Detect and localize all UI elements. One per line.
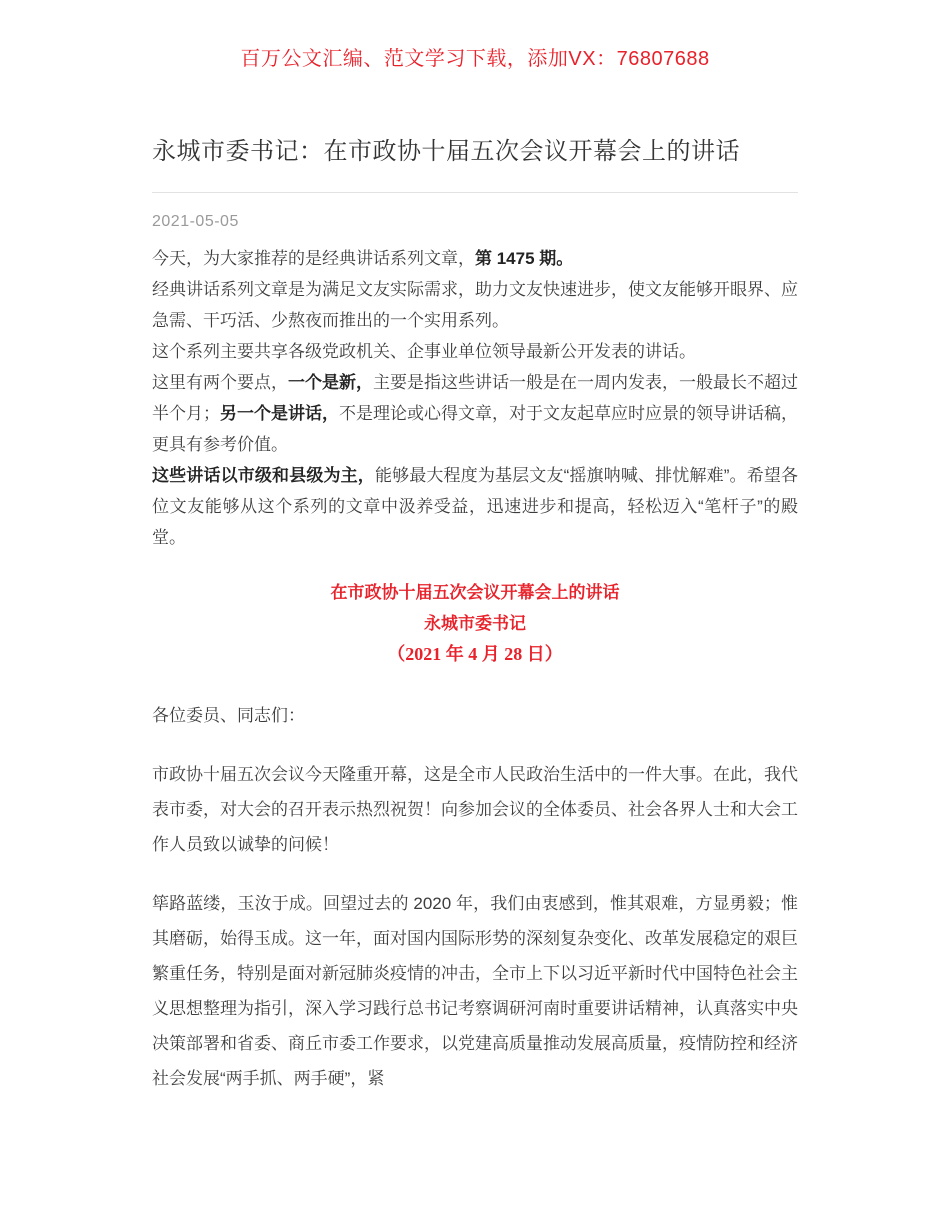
- speech-speaker: 永城市委书记: [424, 614, 526, 633]
- intro-paragraph-5: [152, 460, 798, 553]
- intro-paragraph-2: [152, 274, 798, 336]
- intro-paragraph-4: [152, 367, 798, 460]
- intro-text-1b: 经典讲话: [322, 249, 390, 268]
- intro-paragraph-3: 这个系列主要共享各级党政机关、企事业单位领导最新公开发表的讲话。: [152, 342, 696, 361]
- speech-title: 在市政协十届五次会议开幕会上的讲话: [330, 583, 620, 602]
- publish-date: 2021-05-05: [152, 213, 239, 230]
- intro-paragraph-1: [152, 243, 798, 274]
- intro-text-1c: 系列文章，: [390, 249, 475, 268]
- spacer-before-body: [152, 670, 798, 698]
- intro-point-one: 一个是新，: [288, 373, 373, 392]
- intro-point-two: 另一个是讲话，: [220, 404, 339, 423]
- body-paragraph-2: 筚路蓝缕，玉汝于成。回望过去的 2020 年，我们由衷感到，惟其艰难，方显勇毅；惟其磨砺，始得玉成。这一年，面对国内国际形势的深刻复杂变化、改革发展稳定的艰巨繁重任务，特别是面对新冠肺炎疫情的冲击，全市上下以习近平新时代中国特色社会主义思想整理为指引，深入学习践行总书记考察调研河南时重要讲话精神，认真落实中央决策部署和省委、商丘市委工作要求，以党建高质量推动发展高质量，疫情防控和经济社会发展“两手抓、两手硬”，紧: [152, 894, 798, 1088]
- intro-text-1a: 今天，为大家推荐的是: [152, 249, 322, 268]
- speech-date: （2021 年 4 月 28 日）: [387, 644, 563, 664]
- intro-highlight-5a: 这些讲话以市级和县级为主，: [152, 466, 375, 485]
- intro-text-4a: 这里有两个要点，: [152, 373, 288, 392]
- body-paragraph-salutation: 各位委员、同志们：: [152, 706, 305, 725]
- intro-text-2b: 系列文章是为满足文友实际需求，助力文友快速进步，使文友能够开眼界、应急需、干巧活、少熬夜而推出的一个实用系列。: [152, 280, 798, 330]
- intro-issue-number: 第 1475 期。: [475, 249, 574, 268]
- title-divider: [152, 192, 798, 193]
- intro-text-4c: 主要是指这些讲话一般是在一周内发表，一般最长不超过半个月；: [152, 373, 798, 423]
- spacer-before-speech-header: [152, 553, 798, 577]
- intro-text-4e: 不是理论或心得文章，对于文友起草应时应景的领导讲话稿，更具有参考价值。: [152, 404, 798, 454]
- intro-text-2a: 经典讲话: [152, 280, 220, 299]
- promo-banner: 百万公文汇编、范文学习下载，添加VX：76807688: [240, 48, 710, 70]
- page-title: 永城市委书记：在市政协十届五次会议开幕会上的讲话: [152, 138, 740, 165]
- spacer-body-1: [152, 733, 798, 757]
- body-paragraph-1: 市政协十届五次会议今天隆重开幕，这是全市人民政治生活中的一件大事。在此，我代表市委，对大会的召开表示热烈祝贺！向参加会议的全体委员、社会各界人士和大会工作人员致以诚挚的问候！: [152, 765, 798, 854]
- spacer-body-2: [152, 862, 798, 886]
- intro-text-5b: 能够最大程度为基层文友“摇旗呐喊、排忧解难”。希望各位文友能够从这个系列的文章中汲养受益，迅速进步和提高，轻松迈入“笔杆子”的殿堂。: [152, 466, 799, 547]
